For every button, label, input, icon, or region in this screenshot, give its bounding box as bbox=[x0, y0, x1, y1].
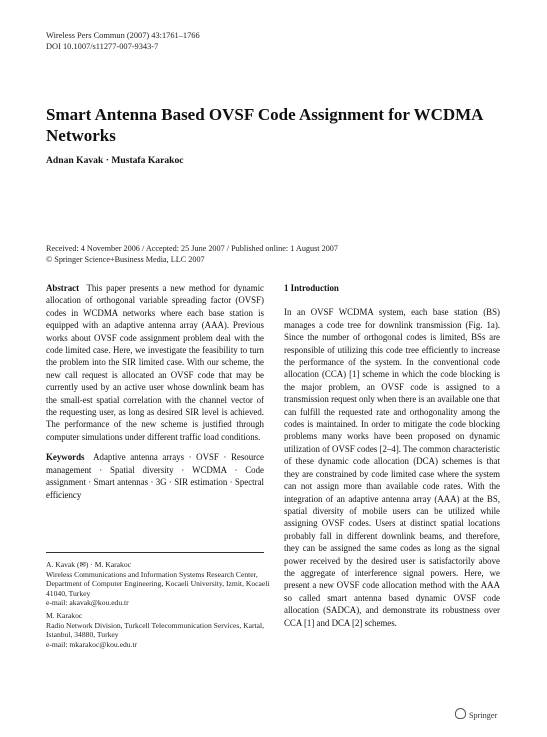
abstract-text: This paper presents a new method for dynamic allocation of orthogonal variable spreading factor (OVSF) codes in WCDMA networks where each base station is equipped with an adaptive antenna array (AAA). Previous works about OVSF code assignment problem deal with the code limited case. Here, we investigate the feasibility to turn the problem into the SIR limited case. With our scheme, the new call request is allocated an OVSF code that may be currently used by an active user whose downlink beam has the small-est spatial correlation with the channel vector of the requesting user, as long as desired SIR level is achieved. The performance of the new scheme is justified through computer simulations under different traffic load conditions. bbox=[46, 283, 264, 442]
author-list: Adnan Kavak · Mustafa Karakoc bbox=[46, 155, 184, 166]
introduction-column bbox=[284, 282, 500, 629]
springer-horse-icon bbox=[455, 708, 466, 719]
keywords-label: Keywords bbox=[46, 452, 85, 463]
section-heading: 1 Introduction bbox=[284, 283, 339, 293]
publisher-logo bbox=[455, 708, 497, 720]
paper-title: Smart Antenna Based OVSF Code Assignment for WCDMA Networks bbox=[46, 105, 483, 145]
keywords-text: Adaptive antenna arrays · OVSF · Resource management · Spatial diversity · WCDMA · Code assignment · Smart antennas · 3G · SIR estimation · Spectral efficiency bbox=[46, 452, 264, 500]
affiliation-1 bbox=[46, 560, 276, 608]
affiliation-2-names: M. Karakoc bbox=[46, 610, 83, 620]
abstract-column bbox=[46, 282, 264, 501]
introduction-text: In an OVSF WCDMA system, each base station (BS) manages a code tree for downlink transmission (Fig. 1a). Since the number of orthogonal codes is limited, BSs are responsible of utilizing this code tree efficiently to increase the performance of the system. In the conventional code allocation (CCA) [1] scheme in which the code blocking is the major problem, an OVSF code is assigned to a transmission request only when there is an available one that can fulfill the requested rate and orthogonality among the codes is maintained. In order to mitigate the code blocking problems many works have been proposed on dynamic utilization of OVSF codes [2–4]. The common characteristic of these dynamic code allocation (DCA) schemes is that they are constrained by code limited case where the system can not assign more than available code rates. With the integration of an adaptive antenna array (AAA) at the BS, spatial diversity of mobile users can be utilized while assigning OVSF codes. Users at distinct spatial locations probably fall in different downlink beams, and therefore, they can be assigned the same codes as long as the signal power received by the desired user is satisfactorily above the aggregate of interference signal powers. Here, we present a new OVSF code allocation method with the AAA so called smart antenna based dynamic OVSF code allocation (SADCA), and demonstrate its robustness over CCA [1] and DCA [2] schemes. bbox=[284, 307, 500, 628]
affiliation-1-email[interactable]: e-mail: akavak@kou.edu.tr bbox=[46, 598, 129, 608]
abstract bbox=[46, 282, 264, 443]
affiliation-2 bbox=[46, 611, 276, 649]
copyright-line: © Springer Science+Business Media, LLC 2007 bbox=[46, 255, 205, 264]
abstract-label: Abstract bbox=[46, 283, 80, 293]
affiliation-2-email[interactable]: e-mail: mkarakoc@kou.edu.tr bbox=[46, 639, 138, 649]
doi: DOI 10.1007/s11277-007-9343-7 bbox=[46, 42, 159, 51]
date-line: Received: 4 November 2006 / Accepted: 25 June 2007 / Published online: 1 August 2007 bbox=[46, 244, 338, 253]
footnote-divider bbox=[46, 552, 264, 553]
affiliation-2-address: Radio Network Division, Turkcell Telecommunication Services, Kartal, Istanbul, 34880, Turkey bbox=[46, 620, 265, 640]
journal-citation: Wireless Pers Commun (2007) 43:1761–1766 bbox=[46, 31, 200, 40]
keywords bbox=[46, 451, 264, 501]
publisher-name: Springer bbox=[469, 711, 498, 720]
running-header bbox=[46, 30, 200, 52]
affiliation-1-names: A. Kavak (✉) · M. Karakoc bbox=[46, 560, 132, 569]
affiliations bbox=[46, 560, 276, 652]
affiliation-1-address: Wireless Communications and Information Systems Research Center, Department of Computer Engineering, Kocaeli University, Izmit, Kocaeli 41040, Turkey bbox=[46, 569, 270, 598]
publication-dates bbox=[46, 243, 338, 265]
